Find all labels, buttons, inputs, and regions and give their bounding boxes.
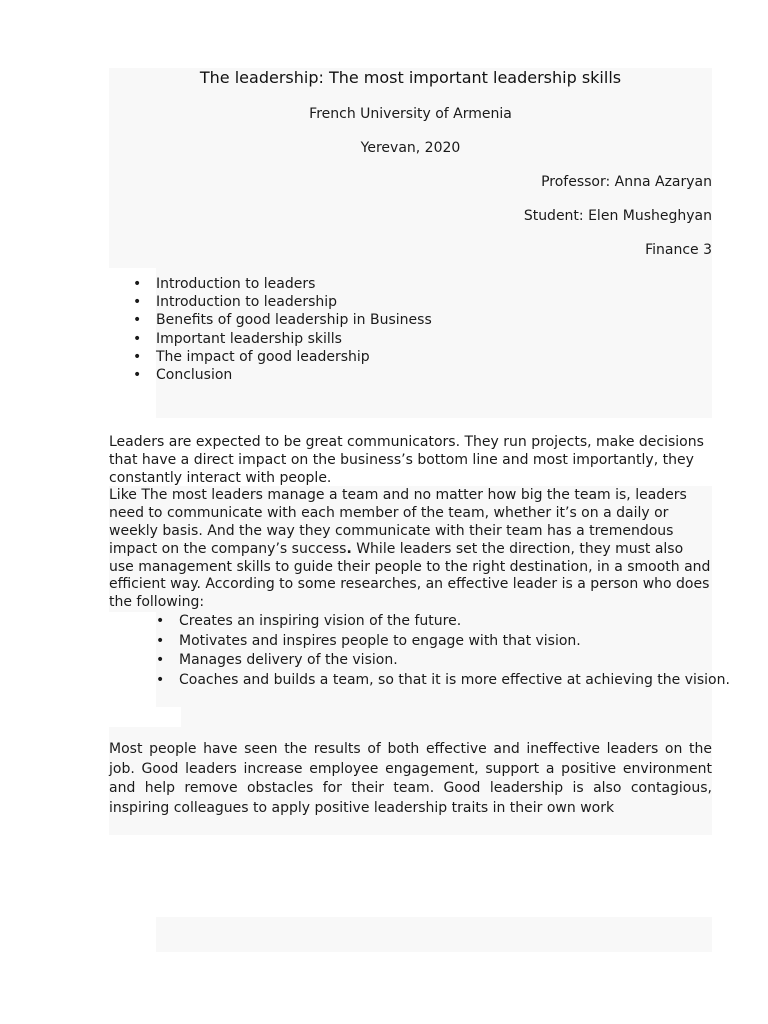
paragraph-body: Like The most leaders manage a team and no matter how big the team is, leaders need to communicate with each member of the team, whether it’s on a daily or weekly basis. And the way they communicate with their team has a tremendous impact on the company’s success <box>109 487 687 557</box>
shaded-block <box>181 707 712 727</box>
professor-line: Professor: Anna Azaryan <box>541 174 712 190</box>
list-item: • Coaches and builds a team, so that it is more effective at achieving the vision. <box>179 671 768 691</box>
university-name: French University of Armenia <box>309 106 512 122</box>
list-item: • Creates an inspiring vision of the future. <box>179 612 768 632</box>
list-item: • The impact of good leadership <box>156 348 432 366</box>
paragraph-rest: While leaders set the direction, they must also use management skills to guide their people to the right destination, in a smooth and efficient way. According to some researches, an effective leader is a person who does the following: <box>109 540 711 611</box>
list-item: • Introduction to leadership <box>156 293 432 311</box>
paragraph-leaders <box>109 434 712 612</box>
document-title: The leadership: The most important leadership skills <box>199 68 622 87</box>
list-item: • Important leadership skills <box>156 330 432 348</box>
paragraph-effective-leaders: Most people have seen the results of both effective and ineffective leaders on the job. Good leaders increase employee engagement, support a positive environment and help remove obstacles for their team. Good leadership is also contagious, inspiring colleagues to apply positive leadership traits in their own work <box>109 741 712 816</box>
list-item: • Manages delivery of the vision. <box>179 651 768 671</box>
traits-list <box>109 612 768 690</box>
list-item: • Conclusion <box>156 366 432 384</box>
list-item: • Benefits of good leadership in Business <box>156 311 432 329</box>
paragraph-intro: Leaders are expected to be great communicators. They run projects, make decisions that have a direct impact on the business’s bottom line and most importantly, they constantly interact with people. <box>109 434 704 486</box>
shaded-block <box>156 917 712 952</box>
city-year: Yerevan, 2020 <box>360 140 461 156</box>
student-line: Student: Elen Musheghyan <box>523 208 712 224</box>
list-item: • Motivates and inspires people to engage with that vision. <box>179 632 768 652</box>
outline-list <box>109 275 432 384</box>
shaded-block <box>109 68 712 268</box>
bold-period: . <box>346 540 352 557</box>
group-line: Finance 3 <box>645 242 712 258</box>
list-item: • Introduction to leaders <box>156 275 432 293</box>
